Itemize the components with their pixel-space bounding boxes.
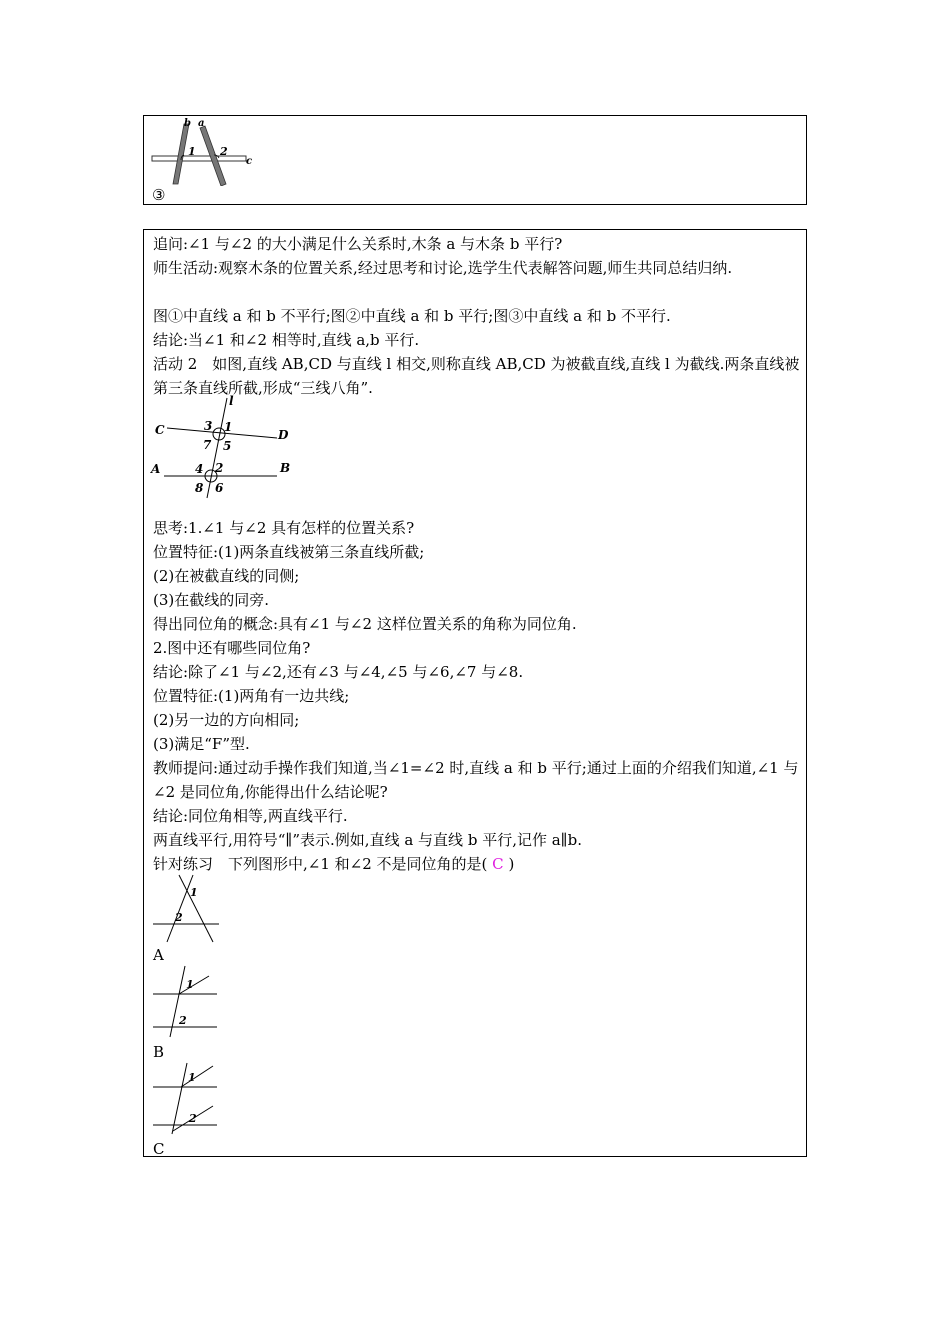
option-a-diagram	[151, 874, 221, 944]
label-B: B	[280, 461, 291, 475]
exercise-question	[153, 852, 803, 876]
label-a: a	[198, 118, 205, 129]
text-line: 思考:1.∠1 与∠2 具有怎样的位置关系?	[153, 519, 415, 537]
option-c-label-2: 2	[189, 1112, 197, 1125]
label-b: b	[184, 118, 191, 129]
option-c-label-1: 1	[188, 1071, 196, 1084]
option-b-label-2: 2	[179, 1014, 187, 1027]
label-c: c	[246, 156, 253, 167]
text-line: 2.图中还有哪些同位角?	[153, 639, 311, 657]
text-line: 结论:除了∠1 与∠2,还有∠3 与∠4,∠5 与∠6,∠7 与∠8.	[153, 663, 524, 681]
option-b-ray	[179, 976, 209, 994]
option-a-label-2: 2	[175, 911, 183, 924]
label-7: 7	[203, 438, 212, 452]
option-b-diagram	[151, 964, 221, 1038]
label-5: 5	[223, 439, 232, 453]
label-1: 1	[224, 420, 233, 434]
text-line: (3)在截线的同旁.	[153, 591, 270, 609]
option-b-label: B	[153, 1043, 165, 1061]
text-line: (2)在被截直线的同侧;	[153, 567, 300, 585]
exercise-answer: C	[492, 855, 504, 873]
text-line: 结论:同位角相等,两直线平行.	[153, 807, 348, 825]
figure-3-box	[143, 115, 807, 205]
stick-c	[152, 156, 246, 161]
text-line: 追问:∠1 与∠2 的大小满足什么关系时,木条 a 与木条 b 平行?	[153, 235, 563, 253]
figure-3-diagram	[150, 118, 260, 186]
exercise-prefix: 针对练习 下列图形中,∠1 和∠2 不是同位角的是(	[153, 855, 488, 873]
lesson-content-box	[143, 229, 807, 1157]
text-line: 师生活动:观察木条的位置关系,经过思考和讨论,选学生代表解答问题,师生共同总结归纳.	[153, 259, 733, 277]
label-4: 4	[195, 462, 204, 476]
three-lines-diagram	[149, 393, 294, 503]
exercise-suffix: )	[508, 855, 515, 873]
option-c-diagram	[151, 1061, 221, 1135]
label-angle-1: 1	[188, 145, 196, 158]
label-8: 8	[195, 481, 204, 495]
text-line: 教师提问:通过动手操作我们知道,当∠1=∠2 时,直线 a 和 b 平行;通过上面的介绍我们知道,∠1 与∠2 是同位角,你能得出什么结论呢?	[153, 759, 799, 801]
label-A: A	[151, 462, 161, 476]
text-line: 结论:当∠1 和∠2 相等时,直线 a,b 平行.	[153, 331, 420, 349]
option-b-label-1: 1	[186, 978, 194, 991]
option-a-label-1: 1	[190, 886, 198, 899]
label-angle-2: 2	[220, 145, 228, 158]
label-l: l	[229, 394, 234, 408]
figure-3-caption: ③	[152, 186, 166, 204]
text-line: 得出同位角的概念:具有∠1 与∠2 这样位置关系的角称为同位角.	[153, 615, 577, 633]
text-line: (2)另一边的方向相同;	[153, 711, 300, 729]
label-D: D	[278, 428, 289, 442]
label-C: C	[155, 423, 165, 437]
label-2: 2	[215, 461, 224, 475]
text-line: 位置特征:(1)两条直线被第三条直线所截;	[153, 543, 425, 561]
text-line: 位置特征:(1)两角有一边共线;	[153, 687, 350, 705]
option-c-label: C	[153, 1140, 165, 1158]
stick-b	[173, 124, 189, 184]
text-line: (3)满足“F”型.	[153, 735, 250, 753]
text-line: 两直线平行,用符号“∥”表示.例如,直线 a 与直线 b 平行,记作 a∥b.	[153, 831, 582, 849]
label-6: 6	[215, 481, 224, 495]
label-3: 3	[204, 419, 213, 433]
option-a-label: A	[153, 946, 164, 964]
line-cd	[167, 428, 277, 438]
text-line: 活动 2 如图,直线 AB,CD 与直线 l 相交,则称直线 AB,CD 为被截直线,直线 l 为截线.两条直线被第三条直线所截,形成“三线八角”.	[153, 355, 800, 397]
text-line: 图①中直线 a 和 b 不平行;图②中直线 a 和 b 平行;图③中直线 a 和 b 不平行.	[153, 307, 671, 325]
